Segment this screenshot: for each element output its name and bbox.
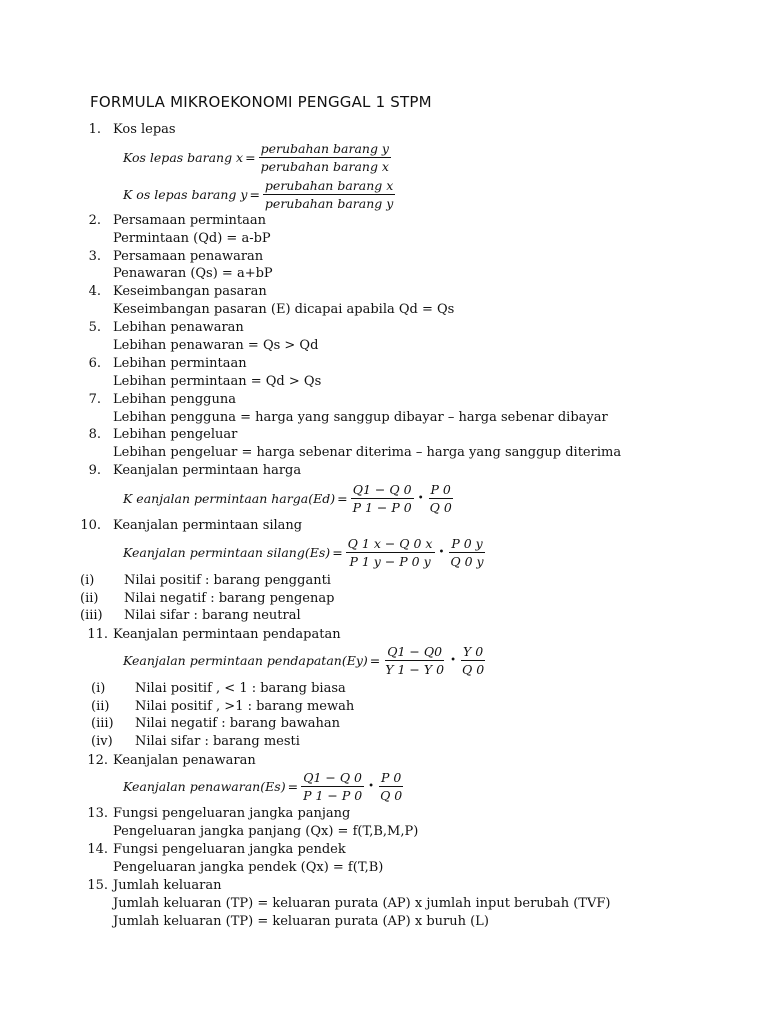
item-detail: Lebihan permintaan = Qd > Qs bbox=[113, 374, 322, 389]
numerator: P 0 bbox=[430, 481, 451, 497]
multiply-dot: • bbox=[417, 492, 424, 504]
item-heading: Keanjalan permintaan harga bbox=[113, 463, 302, 478]
item-detail: Jumlah keluaran (TP) = keluaran purata (AP) x jumlah input berubah (TVF) bbox=[113, 896, 611, 911]
fraction bbox=[346, 536, 435, 569]
roman-numeral: (i) bbox=[91, 681, 106, 696]
numerator: Y 0 bbox=[462, 643, 484, 659]
formula-opportunity-cost-y bbox=[123, 176, 396, 212]
numerator: P 0 y bbox=[451, 535, 483, 551]
sub-item-text: Nilai positif : barang pengganti bbox=[124, 573, 331, 588]
formula-lhs: Keanjalan permintaan pendapatan bbox=[123, 652, 342, 668]
formula-lhs: Keanjalan permintaan silang bbox=[123, 544, 305, 560]
formula-variable: Es bbox=[265, 778, 281, 794]
item-number: 5. bbox=[88, 320, 101, 335]
formula-price-elasticity bbox=[123, 480, 455, 516]
paren: ) bbox=[325, 544, 331, 560]
multiply-dot: • bbox=[438, 546, 445, 558]
page-title: FORMULA MIKROEKONOMI PENGGAL 1 STPM bbox=[90, 93, 432, 111]
item-number: 6. bbox=[88, 356, 101, 371]
item-heading: Lebihan pengguna bbox=[113, 392, 236, 407]
equals-sign: = bbox=[332, 544, 343, 560]
item-detail: Lebihan pengguna = harga yang sanggup dibayar – harga sebenar dibayar bbox=[113, 410, 608, 425]
roman-numeral: (ii) bbox=[80, 591, 99, 606]
paren: ( bbox=[308, 490, 314, 506]
fraction bbox=[460, 644, 486, 677]
item-detail: Permintaan (Qd) = a-bP bbox=[113, 231, 271, 246]
item-detail: Lebihan pengeluar = harga sebenar diterima – harga yang sanggup diterima bbox=[113, 445, 622, 460]
paren: ) bbox=[280, 778, 286, 794]
item-heading: Keanjalan permintaan pendapatan bbox=[113, 627, 341, 642]
roman-numeral: (iii) bbox=[91, 716, 114, 731]
numerator: P 0 bbox=[381, 769, 402, 785]
item-number: 13. bbox=[87, 806, 108, 821]
roman-numeral: (ii) bbox=[91, 699, 110, 714]
denominator: Q 0 bbox=[461, 661, 485, 677]
item-number: 15. bbox=[87, 878, 108, 893]
paren: ( bbox=[341, 652, 347, 668]
item-number: 4. bbox=[88, 284, 101, 299]
item-number: 10. bbox=[80, 518, 101, 533]
item-number: 11. bbox=[87, 627, 108, 642]
denominator: Q 0 y bbox=[450, 553, 484, 569]
item-number: 3. bbox=[88, 249, 101, 264]
item-detail: Pengeluaran jangka panjang (Qx) = f(T,B,M,P) bbox=[113, 824, 419, 839]
sub-item-text: Nilai sifar : barang mesti bbox=[135, 734, 300, 749]
item-number: 2. bbox=[88, 213, 101, 228]
item-number: 8. bbox=[88, 427, 101, 442]
item-detail: Lebihan penawaran = Qs > Qd bbox=[113, 338, 319, 353]
equals-sign: = bbox=[369, 652, 381, 668]
equals-sign: = bbox=[245, 149, 256, 165]
sub-item-text: Nilai negatif : barang bawahan bbox=[135, 716, 341, 731]
formula-lhs: Kos lepas barang x bbox=[123, 149, 244, 165]
sub-item-text: Nilai positif , < 1 : barang biasa bbox=[135, 681, 346, 696]
equals-sign: = bbox=[287, 778, 299, 794]
denominator: perubahan barang x bbox=[260, 158, 389, 174]
item-heading: Lebihan pengeluar bbox=[113, 427, 238, 442]
item-number: 9. bbox=[88, 463, 101, 478]
numerator: Q1 − Q0 bbox=[387, 643, 443, 659]
formula-lhs: K os lepas barang y bbox=[123, 186, 248, 202]
formula-variable: Es bbox=[309, 544, 326, 560]
numerator: Q 1 x − Q 0 x bbox=[347, 535, 433, 551]
item-heading: Persamaan permintaan bbox=[113, 213, 267, 228]
denominator: perubahan barang y bbox=[264, 195, 394, 211]
fraction bbox=[378, 770, 404, 803]
paren: ( bbox=[304, 544, 310, 560]
numerator: Q1 − Q 0 bbox=[352, 481, 412, 497]
formula-variable: Ey bbox=[346, 652, 363, 668]
denominator: P 1 − P 0 bbox=[352, 499, 412, 515]
fraction bbox=[351, 482, 414, 515]
item-heading: Fungsi pengeluaran jangka pendek bbox=[113, 842, 346, 857]
denominator: Y 1 − Y 0 bbox=[385, 661, 445, 677]
sub-item-text: Nilai positif , >1 : barang mewah bbox=[135, 699, 355, 714]
paren: ) bbox=[330, 490, 336, 506]
formula-lhs: Keanjalan penawaran bbox=[123, 778, 261, 794]
item-heading: Lebihan penawaran bbox=[113, 320, 244, 335]
item-detail: Pengeluaran jangka pendek (Qx) = f(T,B) bbox=[113, 860, 384, 875]
denominator: P 1 − P 0 bbox=[303, 787, 363, 803]
denominator: P 1 y − P 0 y bbox=[349, 553, 431, 569]
fraction bbox=[259, 141, 391, 174]
fraction bbox=[383, 644, 446, 677]
formula-lhs: K eanjalan permintaan harga bbox=[123, 490, 309, 506]
equals-sign: = bbox=[337, 490, 348, 506]
item-detail: Jumlah keluaran (TP) = keluaran purata (AP) x buruh (L) bbox=[113, 914, 489, 929]
paren: ) bbox=[362, 652, 368, 668]
numerator: perubahan barang x bbox=[264, 177, 394, 193]
roman-numeral: (i) bbox=[80, 573, 95, 588]
numerator: perubahan barang y bbox=[260, 140, 389, 156]
item-number: 12. bbox=[87, 753, 108, 768]
roman-numeral: (iii) bbox=[80, 608, 103, 623]
sub-item-text: Nilai negatif : barang pengenap bbox=[124, 591, 335, 606]
item-detail: Penawaran (Qs) = a+bP bbox=[113, 266, 273, 281]
fraction bbox=[301, 770, 364, 803]
formula-supply-elasticity bbox=[123, 768, 405, 804]
item-heading: Jumlah keluaran bbox=[113, 878, 222, 893]
multiply-dot: • bbox=[450, 654, 456, 666]
sub-item-text: Nilai sifar : barang neutral bbox=[124, 608, 301, 623]
item-detail: Keseimbangan pasaran (E) dicapai apabila Qd = Qs bbox=[113, 302, 455, 317]
formula-opportunity-cost-x bbox=[123, 139, 392, 175]
roman-numeral: (iv) bbox=[91, 734, 113, 749]
item-heading: Persamaan penawaran bbox=[113, 249, 264, 264]
denominator: Q 0 bbox=[380, 787, 403, 803]
item-heading: Keanjalan permintaan silang bbox=[113, 518, 303, 533]
item-heading: Keanjalan penawaran bbox=[113, 753, 256, 768]
fraction bbox=[448, 536, 485, 569]
formula-variable: Ed bbox=[313, 490, 331, 506]
paren: ( bbox=[260, 778, 266, 794]
item-heading: Kos lepas bbox=[113, 122, 176, 137]
item-number: 14. bbox=[87, 842, 108, 857]
denominator: Q 0 bbox=[429, 499, 452, 515]
item-number: 1. bbox=[88, 122, 101, 137]
item-number: 7. bbox=[88, 392, 101, 407]
fraction bbox=[263, 178, 395, 211]
fraction bbox=[428, 482, 454, 515]
equals-sign: = bbox=[249, 186, 260, 202]
numerator: Q1 − Q 0 bbox=[303, 769, 363, 785]
item-heading: Keseimbangan pasaran bbox=[113, 284, 267, 299]
multiply-dot: • bbox=[368, 780, 375, 792]
item-heading: Fungsi pengeluaran jangka panjang bbox=[113, 806, 351, 821]
item-heading: Lebihan permintaan bbox=[113, 356, 247, 371]
formula-cross-elasticity bbox=[123, 534, 487, 570]
formula-income-elasticity bbox=[123, 642, 487, 678]
